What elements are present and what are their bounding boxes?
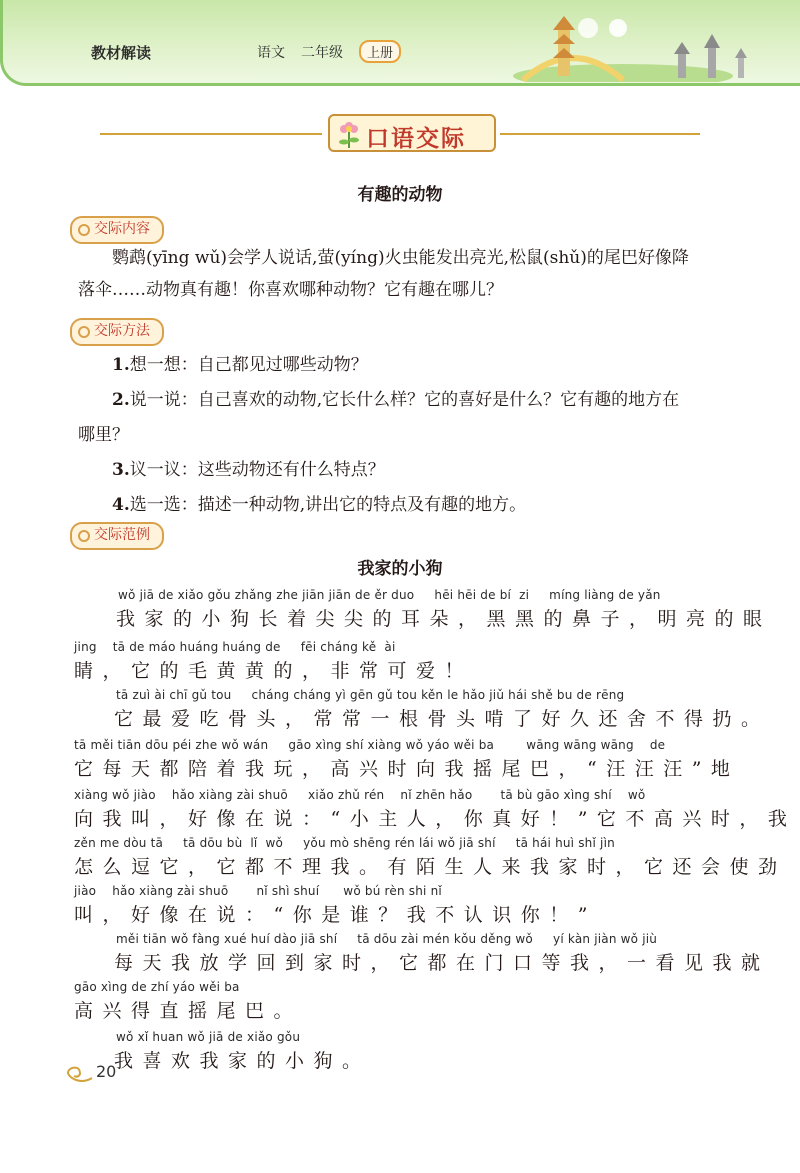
swirl-ornament-icon — [62, 1064, 96, 1086]
pinyin-line: tā zuì ài chī gǔ tou cháng cháng yì gēn gǔ tou kěn le hǎo jiǔ hái shě bu de rēng — [116, 688, 625, 702]
method-item — [78, 453, 758, 488]
method-number: 3. — [112, 460, 130, 480]
book-title: 教材解读 — [91, 44, 152, 62]
method-list — [78, 348, 758, 523]
hanzi-line: 它每天都陪着我玩，高兴时向我摇尾巴，“汪汪汪”地 — [74, 758, 740, 780]
hanzi-line: 高兴得直摇尾巴。 — [74, 1000, 303, 1022]
pinyin-line: tā měi tiān dōu péi zhe wǒ wán gāo xìng shí xiàng wǒ yáo wěi ba wāng wāng wāng de — [74, 738, 666, 752]
section-title: 口语交际 — [366, 126, 466, 152]
example-tag: 交际范例 — [70, 522, 164, 550]
story-title: 我家的小狗 — [357, 559, 443, 579]
content-paragraph — [78, 242, 758, 306]
method-text: 说一说：自己喜欢的动物,它长什么样？它的喜好是什么？它有趣的地方在 — [129, 390, 680, 410]
pinyin-line: měi tiān wǒ fàng xué huí dào jiā shí tā dōu zài mén kǒu děng wǒ yí kàn jiàn wǒ jiù — [116, 932, 658, 946]
hanzi-line: 我喜欢我家的小狗。 — [114, 1050, 371, 1072]
method-text: 选一选：描述一种动物,讲出它的特点及有趣的地方。 — [129, 495, 527, 515]
method-item — [78, 418, 758, 453]
method-item — [78, 383, 758, 418]
method-item — [78, 488, 758, 523]
method-number: 1. — [112, 355, 130, 375]
hanzi-line: 它最爱吃骨头，常常一根骨头啃了好久还舍不得扔。 — [114, 708, 770, 730]
banner-divider-right — [500, 133, 700, 135]
content-line: 鹦鹉(yīng wǔ)会学人说话,萤(yíng)火虫能发出亮光,松鼠(shǔ)的尾巴好像降 — [112, 248, 689, 268]
banner-divider-left — [100, 133, 322, 135]
section-title-box — [328, 114, 496, 152]
hanzi-line: 怎么逗它，它都不理我。有陌生人来我家时，它还会使劲 — [74, 856, 787, 878]
content-line: 落伞……动物真有趣！你喜欢哪种动物？它有趣在哪儿？ — [78, 280, 503, 300]
pinyin-line: gāo xìng de zhí yáo wěi ba — [74, 980, 240, 994]
flower-icon — [334, 118, 364, 150]
pinyin-line: jing tā de máo huáng huáng de fēi cháng kě ài — [74, 640, 396, 654]
method-text: 哪里？ — [78, 425, 129, 445]
hanzi-line: 向我叫，好像在说：“小主人，你真好！”它不高兴时，我 — [74, 808, 797, 830]
method-text: 想一想：自己都见过哪些动物？ — [129, 355, 368, 375]
page-number: 20 — [96, 1062, 117, 1081]
method-item — [78, 348, 758, 383]
method-tag: 交际方法 — [70, 318, 164, 346]
grade-label: 二年级 — [301, 45, 343, 61]
section-banner — [100, 112, 700, 156]
pinyin-line: jiào hǎo xiàng zài shuō nǐ shì shuí wǒ bú rèn shi nǐ — [74, 884, 442, 898]
pinyin-line: zěn me dòu tā tā dōu bù lǐ wǒ yǒu mò shēng rén lái wǒ jiā shí tā hái huì shǐ jìn — [74, 836, 615, 850]
method-number: 2. — [112, 390, 130, 410]
hanzi-line: 睛，它的毛黄黄的，非常可爱！ — [74, 660, 474, 682]
hanzi-line: 叫，好像在说：“你是谁？我不认识你！” — [74, 904, 597, 926]
method-number: 4. — [112, 495, 130, 515]
hanzi-line: 我家的小狗长着尖尖的耳朵，黑黑的鼻子，明亮的眼 — [116, 608, 772, 630]
topic-title: 有趣的动物 — [357, 185, 443, 205]
pinyin-line: wǒ jiā de xiǎo gǒu zhǎng zhe jiān jiān de ěr duo hēi hēi de bí zi míng liàng de yǎn — [118, 588, 661, 602]
volume-badge: 上册 — [359, 40, 401, 63]
method-text: 议一议：这些动物还有什么特点？ — [129, 460, 385, 480]
hanzi-line: 每天我放学回到家时，它都在门口等我，一看见我就 — [114, 952, 770, 974]
subject-label: 语文 — [257, 45, 285, 61]
content-tag: 交际内容 — [70, 216, 164, 244]
pinyin-line: wǒ xǐ huan wǒ jiā de xiǎo gǒu — [116, 1030, 301, 1044]
page-header — [0, 0, 800, 86]
pinyin-line: xiàng wǒ jiào hǎo xiàng zài shuō xiǎo zhǔ rén nǐ zhēn hǎo tā bù gāo xìng shí wǒ — [74, 788, 646, 802]
pagoda-landscape-icon — [503, 6, 798, 82]
